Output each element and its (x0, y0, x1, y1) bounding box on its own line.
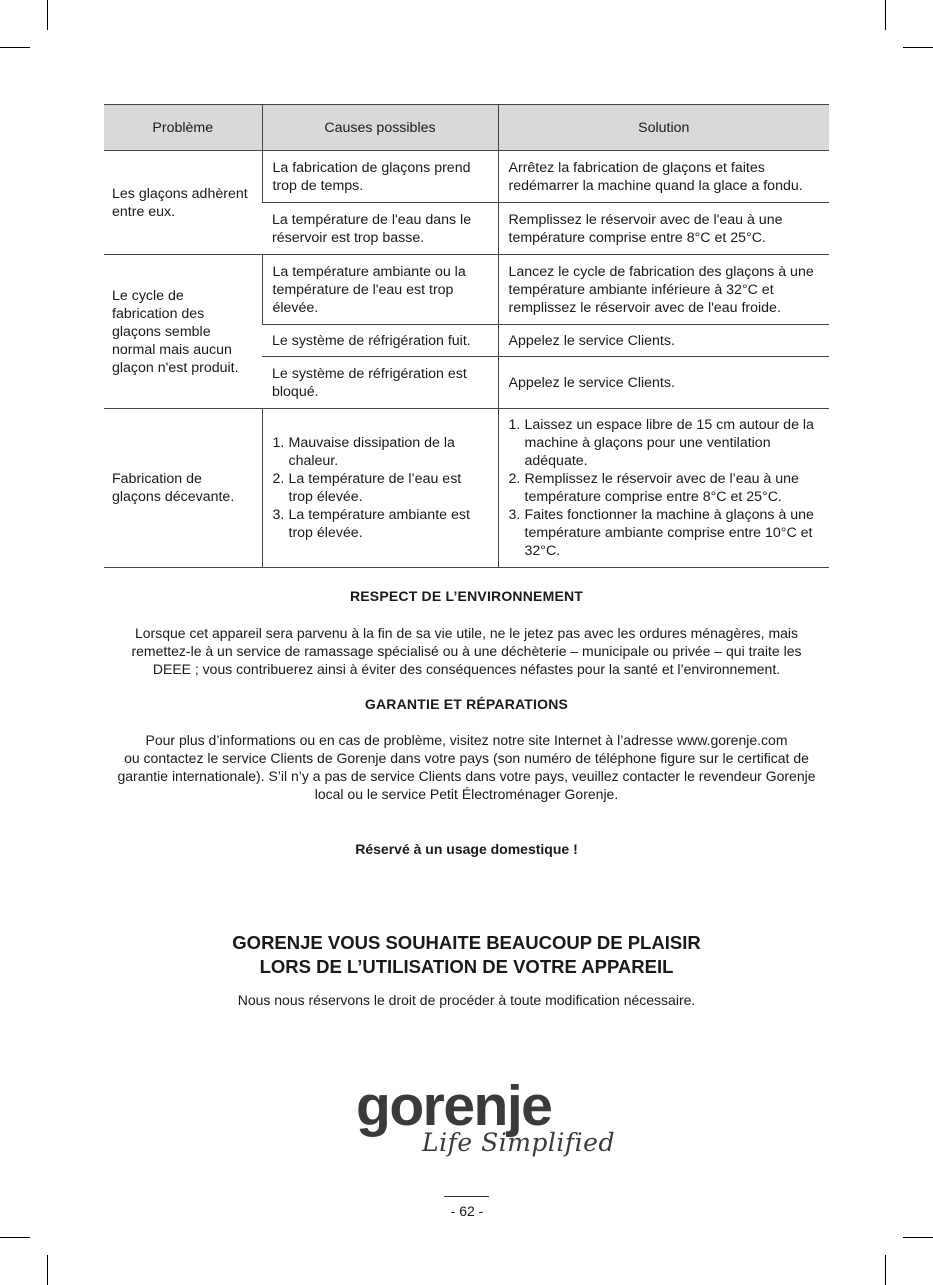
problem-cell: Fabrication de glaçons décevante. (104, 409, 262, 568)
warranty-title: GARANTIE ET RÉPARATIONS (364, 696, 569, 712)
crop-mark (885, 1255, 886, 1285)
list-item (273, 506, 488, 542)
text-line: Lorsque cet appareil sera parvenu à la fin de sa vie utile, ne le jetez pas avec les ordures ménagères, mais (134, 625, 799, 641)
solution-cell: Appelez le service Clients. (498, 325, 829, 357)
page-number-rule (444, 1196, 489, 1197)
closing-line: GORENJE VOUS SOUHAITE BEAUCOUP DE PLAISIR (232, 932, 701, 953)
list-number: 1. (272, 435, 285, 451)
domestic-use-note: Réservé à un usage domestique ! (355, 841, 578, 857)
crop-mark (0, 47, 30, 48)
cause-cell: La fabrication de glaçons prend trop de temps. (262, 151, 498, 203)
cause-list (273, 434, 488, 542)
list-number: 2. (508, 471, 521, 487)
list-text: La température de l’eau est trop élevée. (288, 471, 462, 505)
crop-mark (903, 1237, 933, 1238)
list-text: La température ambiante est trop élevée. (288, 507, 470, 541)
troubleshooting-table (104, 104, 829, 568)
list-item (509, 470, 820, 506)
header-problem: Problème (104, 105, 262, 151)
environment-title: RESPECT DE L’ENVIRONNEMENT (349, 588, 584, 604)
text-line: local ou le service Petit Électroménager Gorenje. (314, 786, 619, 802)
solution-cell: Arrêtez la fabrication de glaçons et faites redémarrer la machine quand la glace a fondu. (498, 151, 829, 203)
table-row (104, 409, 829, 568)
list-number: 3. (272, 507, 285, 523)
logo-tagline: Life Simplified (422, 1128, 615, 1157)
crop-mark (0, 1237, 30, 1238)
text-line: Pour plus d’informations ou en cas de problème, visitez notre site Internet à l’adresse www.gorenje.com (145, 732, 788, 748)
solution-list-cell (498, 409, 829, 568)
crop-mark (885, 0, 886, 30)
solution-cell: Appelez le service Clients. (498, 357, 829, 409)
crop-mark (47, 1255, 48, 1285)
list-text: Mauvaise dissipation de la chaleur. (288, 435, 455, 469)
solution-list (509, 416, 820, 560)
closing-message (104, 931, 829, 979)
cause-list-cell (262, 409, 498, 568)
crop-mark (903, 47, 933, 48)
cause-cell: La température ambiante ou la température de l'eau est trop élevée. (262, 255, 498, 325)
solution-cell: Remplissez le réservoir avec de l'eau à une température comprise entre 8°C et 25°C. (498, 203, 829, 255)
table-header-row (104, 105, 829, 151)
header-causes: Causes possibles (262, 105, 498, 151)
table-row (104, 151, 829, 203)
gorenje-logo: gorenje (356, 1074, 552, 1138)
list-number: 2. (272, 471, 285, 487)
list-text: Faites fonctionner la machine à glaçons à une température ambiante comprise entre 10°C et 32°C. (524, 507, 814, 559)
environment-text (104, 624, 829, 678)
list-number: 1. (508, 417, 521, 433)
header-solution: Solution (498, 105, 829, 151)
problem-cell: Les glaçons adhèrent entre eux. (104, 151, 262, 255)
list-text: Remplissez le réservoir avec de l’eau à une température comprise entre 8°C et 25°C. (524, 471, 799, 505)
table-row (104, 255, 829, 325)
text-line: remettez-le à un service de ramassage spécialisé ou à une déchèterie – municipale ou privée – qui traite les (131, 643, 802, 659)
cause-cell: Le système de réfrigération est bloqué. (262, 357, 498, 409)
list-item (509, 506, 820, 560)
list-text: Laissez un espace libre de 15 cm autour de la machine à glaçons pour une ventilation adéquate. (524, 417, 814, 469)
text-line: DEEE ; vous contribuerez ainsi à éviter des conséquences néfastes pour la santé et l’environnement. (152, 661, 781, 677)
disclaimer: Nous nous réservons le droit de procéder à toute modification nécessaire. (237, 992, 696, 1008)
closing-line: LORS DE L’UTILISATION DE VOTRE APPAREIL (259, 956, 674, 977)
list-number: 3. (508, 507, 521, 523)
text-line: garantie internationale). S’il n’y a pas de service Clients dans votre pays, veuillez contacter le revendeur Gorenje (117, 768, 816, 784)
cause-cell: Le système de réfrigération fuit. (262, 325, 498, 357)
list-item (509, 416, 820, 470)
problem-cell: Le cycle de fabrication des glaçons semble normal mais aucun glaçon n'est produit. (104, 255, 262, 409)
text-line: ou contactez le service Clients de Gorenje dans votre pays (son numéro de téléphone figure sur le certificat de (124, 750, 809, 766)
solution-cell: Lancez le cycle de fabrication des glaçons à une température ambiante inférieure à 32°C et remplissez le réservoir avec de l'eau froide. (498, 255, 829, 325)
crop-mark (47, 0, 48, 30)
list-item (273, 470, 488, 506)
list-item (273, 434, 488, 470)
page-number: - 62 - (450, 1203, 484, 1219)
cause-cell: La température de l'eau dans le réservoir est trop basse. (262, 203, 498, 255)
warranty-text (94, 731, 839, 803)
